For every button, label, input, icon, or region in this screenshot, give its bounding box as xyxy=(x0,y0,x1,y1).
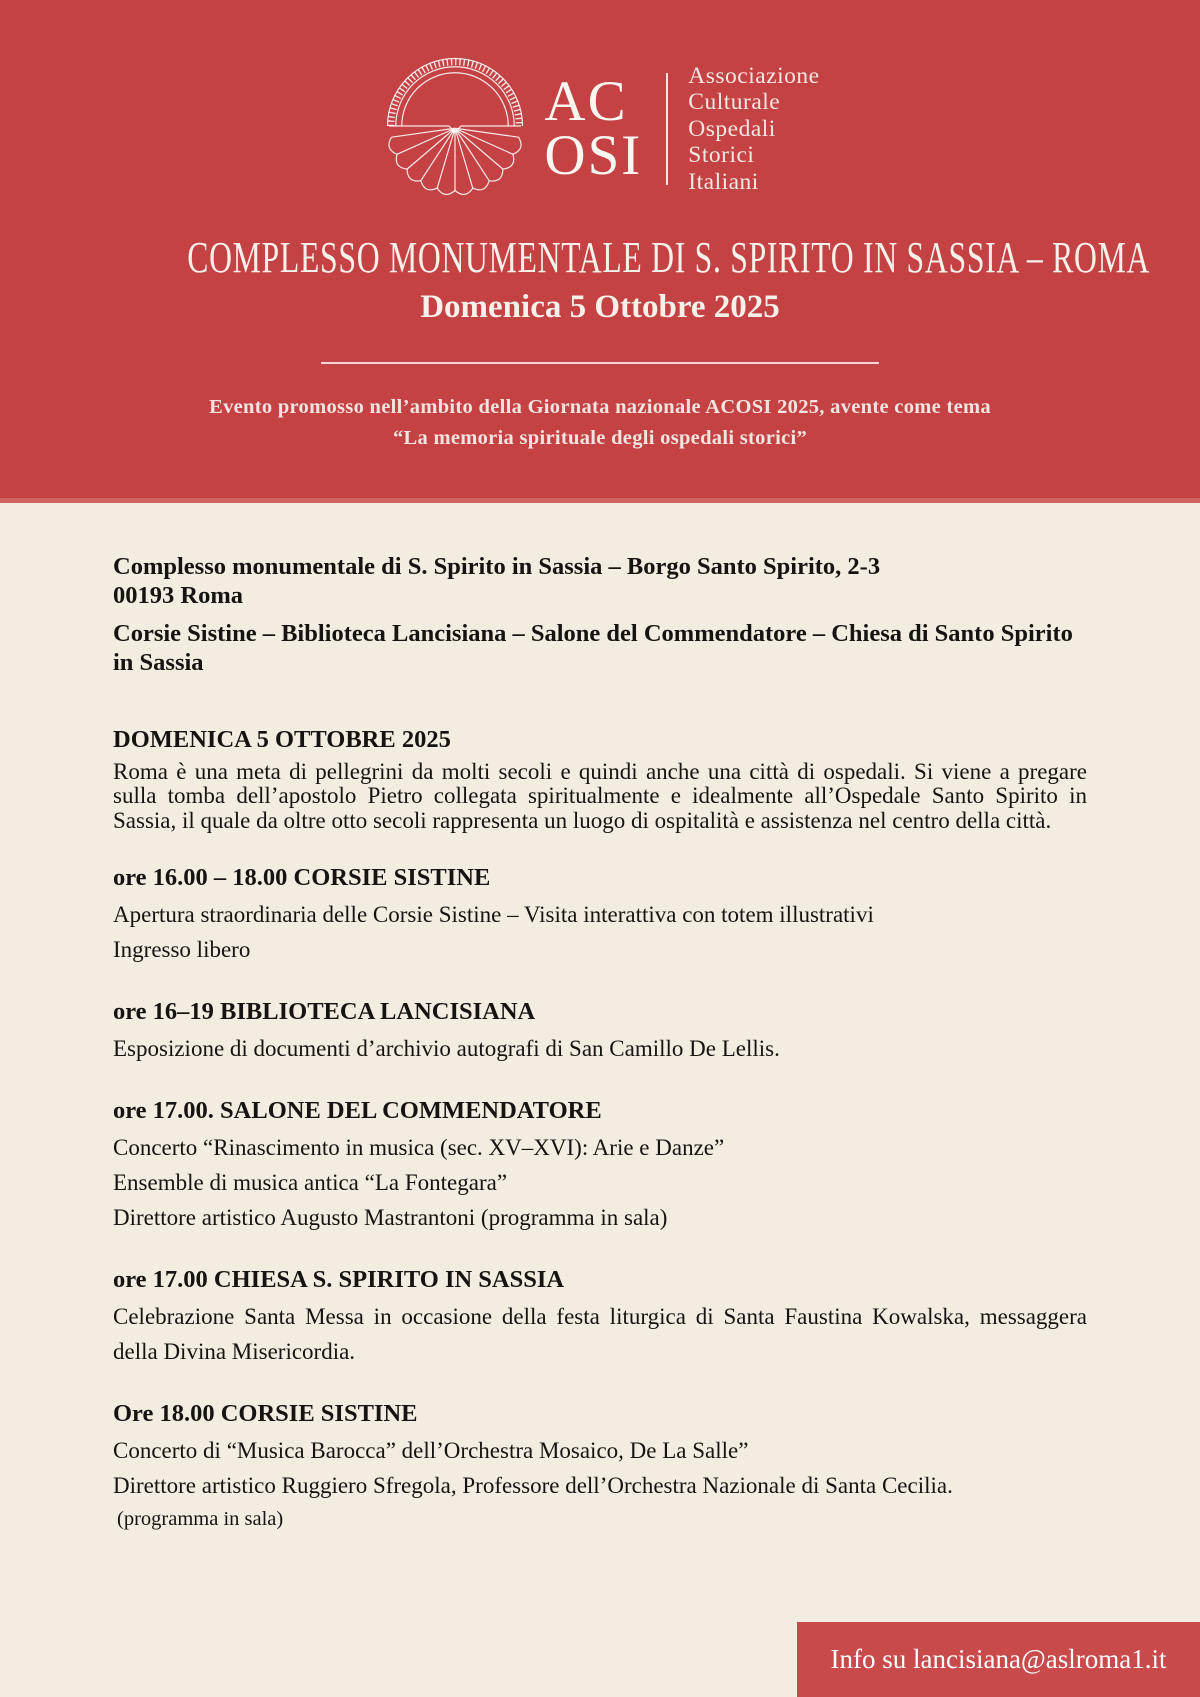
event-line: Concerto di “Musica Barocca” dell’Orchestra Mosaico, De La Salle” xyxy=(113,1437,749,1463)
event-line: Ensemble di musica antica “La Fontegara” xyxy=(113,1169,508,1195)
event-line: Esposizione di documenti d’archivio autografi di San Camillo De Lellis. xyxy=(113,1035,780,1061)
event-line: Apertura straordinaria delle Corsie Sistine – Visita interattiva con totem illustrativi xyxy=(113,902,874,928)
program-content xyxy=(0,503,1200,1535)
acosi-acronym xyxy=(544,70,643,187)
hero-header xyxy=(0,0,1200,498)
poster-date-subtitle: Domenica 5 Ottobre 2025 xyxy=(420,289,780,325)
event-block-corsie-16 xyxy=(113,864,1087,968)
event-block-salone xyxy=(113,1097,1087,1236)
event-heading: ore 17.00 CHIESA S. SPIRITO IN SASSIA xyxy=(113,1265,565,1293)
poster-title: COMPLESSO MONUMENTALE DI S. SPIRITO IN SASSIA – ROMA xyxy=(187,233,1151,282)
association-name xyxy=(688,63,819,196)
association-line: Storici xyxy=(688,142,755,169)
acosi-logo xyxy=(0,0,1200,204)
event-block-biblioteca xyxy=(113,998,1087,1067)
acronym-line: OSI xyxy=(544,124,643,187)
event-line: Celebrazione Santa Messa in occasione della festa liturgica di Santa Faustina Kowalska, messaggera della Divina Misericordia. xyxy=(113,1303,1087,1364)
date-heading: DOMENICA 5 OTTOBRE 2025 xyxy=(113,725,451,753)
contact-info-banner xyxy=(797,1622,1200,1697)
address-line: Complesso monumentale di S. Spirito in Sassia – Borgo Santo Spirito, 2-3 xyxy=(113,553,881,580)
event-line: (programma in sala) xyxy=(117,1507,284,1530)
venue-list: Corsie Sistine – Biblioteca Lancisiana – Salone del Commendatore – Chiesa di Santo Spirito in Sassia xyxy=(113,619,1073,677)
promo-line: Evento promosso nell’ambito della Giornata nazionale ACOSI 2025, avente come tema xyxy=(209,396,991,418)
event-line: Concerto “Rinascimento in musica (sec. XV–XVI): Arie e Danze” xyxy=(113,1134,725,1160)
address-line: 00193 Roma xyxy=(113,582,243,610)
logo-divider xyxy=(666,73,668,185)
event-block-chiesa xyxy=(113,1266,1087,1370)
intro-paragraph: Roma è una meta di pellegrini da molti secoli e quindi anche una città di ospedali. Si viene a pregare sulla tomba dell’apostolo Pietro collegata spiritualmente e idealmente all’Ospedale Santo Spirito in Sassia, il quale da oltre otto secoli rappresenta un luogo di ospitalità e assistenza nel centro della città. xyxy=(113,758,1087,834)
acronym-line: AC xyxy=(544,70,628,134)
event-heading: ore 16–19 BIBLIOTECA LANCISIANA xyxy=(113,997,536,1025)
promo-line: “La memoria spirituale degli ospedali storici” xyxy=(392,426,808,449)
association-line: Culturale xyxy=(688,89,781,116)
event-line: Direttore artistico Augusto Mastrantoni (programma in sala) xyxy=(113,1204,668,1230)
venue-address xyxy=(113,552,1087,611)
title-divider xyxy=(321,362,879,364)
event-heading: ore 17.00. SALONE DEL COMMENDATORE xyxy=(113,1096,602,1124)
event-heading: Ore 18.00 CORSIE SISTINE xyxy=(113,1399,418,1427)
promo-text xyxy=(0,392,1200,454)
association-line: Ospedali xyxy=(688,115,776,142)
event-line: Ingresso libero xyxy=(113,937,251,962)
contact-email-text: Info su lancisiana@aslroma1.it xyxy=(830,1644,1167,1674)
event-line: Direttore artistico Ruggiero Sfregola, Professore dell’Orchestra Nazionale di Santa Cecilia. xyxy=(113,1472,953,1498)
event-block-corsie-18 xyxy=(113,1400,1087,1535)
association-line: Associazione xyxy=(688,62,820,89)
fan-rose-window-icon xyxy=(380,54,530,204)
event-heading: ore 16.00 – 18.00 CORSIE SISTINE xyxy=(113,864,491,892)
association-line: Italiani xyxy=(688,168,759,195)
